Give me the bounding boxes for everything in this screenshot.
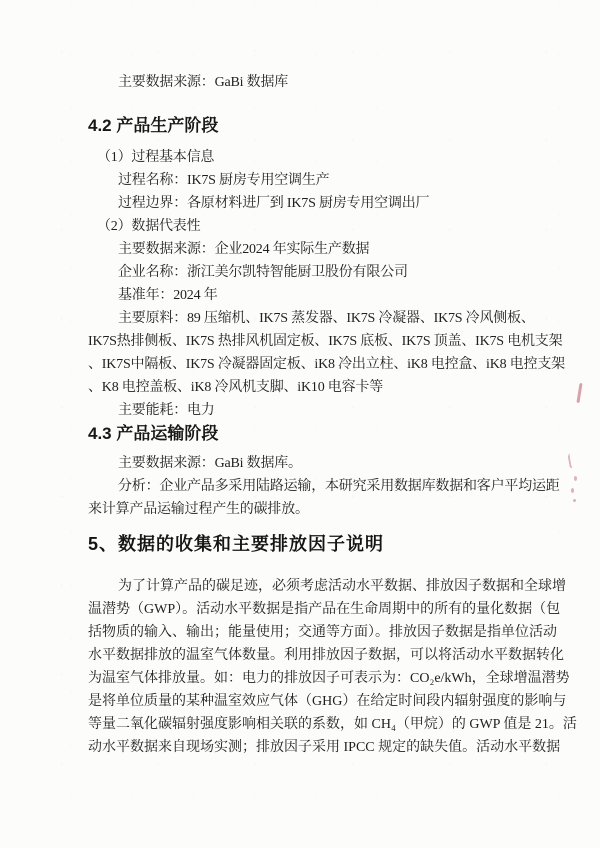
section-4-2-heading: 4.2 产品生产阶段 (88, 116, 219, 135)
process-name-line: 过程名称：IK7S 厨房专用空调生产 (118, 173, 330, 188)
paragraph-line: 温潜势（GWP）。活动水平数据是指产品在生命周期中的所有的量化数据（包 (88, 602, 561, 617)
process-boundary-line: 过程边界：各原材料进厂到 IK7S 厨房专用空调出厂 (118, 196, 430, 211)
paragraph-line: 括物质的输入、输出；能量使用；交通等方面）。排放因子数据是指单位活动 (88, 625, 557, 640)
section-5-heading: 5、数据的收集和主要排放因子说明 (88, 534, 385, 554)
process-basic-info-label: （1）过程基本信息 (97, 150, 215, 165)
paragraph-line: 为了计算产品的碳足迹，必须考虑活动水平数据、排放因子数据和全球增 (118, 579, 566, 594)
production-data-source-line: 主要数据来源：企业2024 年实际生产数据 (118, 242, 370, 257)
company-name-line: 企业名称：浙江美尔凯特智能厨卫股份有限公司 (118, 265, 408, 280)
paragraph-line: 等量二氧化碳辐射强度影响相关联的系数，如 CH₄（甲烷）的 GWP 值是 21。活 (88, 717, 577, 732)
data-representativeness-label: （2）数据代表性 (97, 219, 201, 234)
paragraph-line: 是将单位质量的某种温室效应气体（GHG）在给定时间段内辐射强度的影响与 (88, 694, 567, 709)
materials-line: IK7S热排侧板、IK7S 热排风机固定板、IK7S 底板、IK7S 顶盖、IK7S 电机支架 (88, 334, 563, 349)
paragraph-line: 为温室气体排放量。如：电力的排放因子可表示为：CO₂e/kWh，全球增温潜势 (88, 671, 570, 686)
materials-line: 主要原料：89 压缩机、IK7S 蒸发器、IK7S 冷凝器、IK7S 冷风侧板、 (118, 311, 535, 326)
transport-analysis-line: 分析：企业产品多采用陆路运输，本研究采用数据库数据和客户平均运距 (118, 479, 560, 494)
transport-analysis-line: 来计算产品运输过程产生的碳排放。 (88, 502, 309, 517)
paragraph-line: 水平数据排放的温室气体数量。利用排放因子数据，可以将活动水平数据转化 (88, 648, 564, 663)
section-5-paragraph (88, 575, 577, 759)
base-year-line: 基准年：2024 年 (118, 288, 218, 303)
energy-consumption-line: 主要能耗：电力 (118, 403, 215, 418)
transport-data-source-line: 主要数据来源：GaBi 数据库。 (118, 456, 302, 471)
materials-line: 、IK7S中隔板、IK7S 冷凝器固定板、iK8 冷出立柱、iK8 电控盒、iK8 电控支架 (88, 357, 565, 372)
section-4-3-heading: 4.3 产品运输阶段 (88, 424, 219, 443)
paragraph-line: 动水平数据来自现场实测；排放因子采用 IPCC 规定的缺失值。活动水平数据 (88, 740, 561, 755)
intro-data-source-line: 主要数据来源：GaBi 数据库 (118, 75, 289, 90)
materials-line: 、K8 电控盖板、iK8 冷风机支脚、iK10 电容卡等 (88, 380, 384, 395)
